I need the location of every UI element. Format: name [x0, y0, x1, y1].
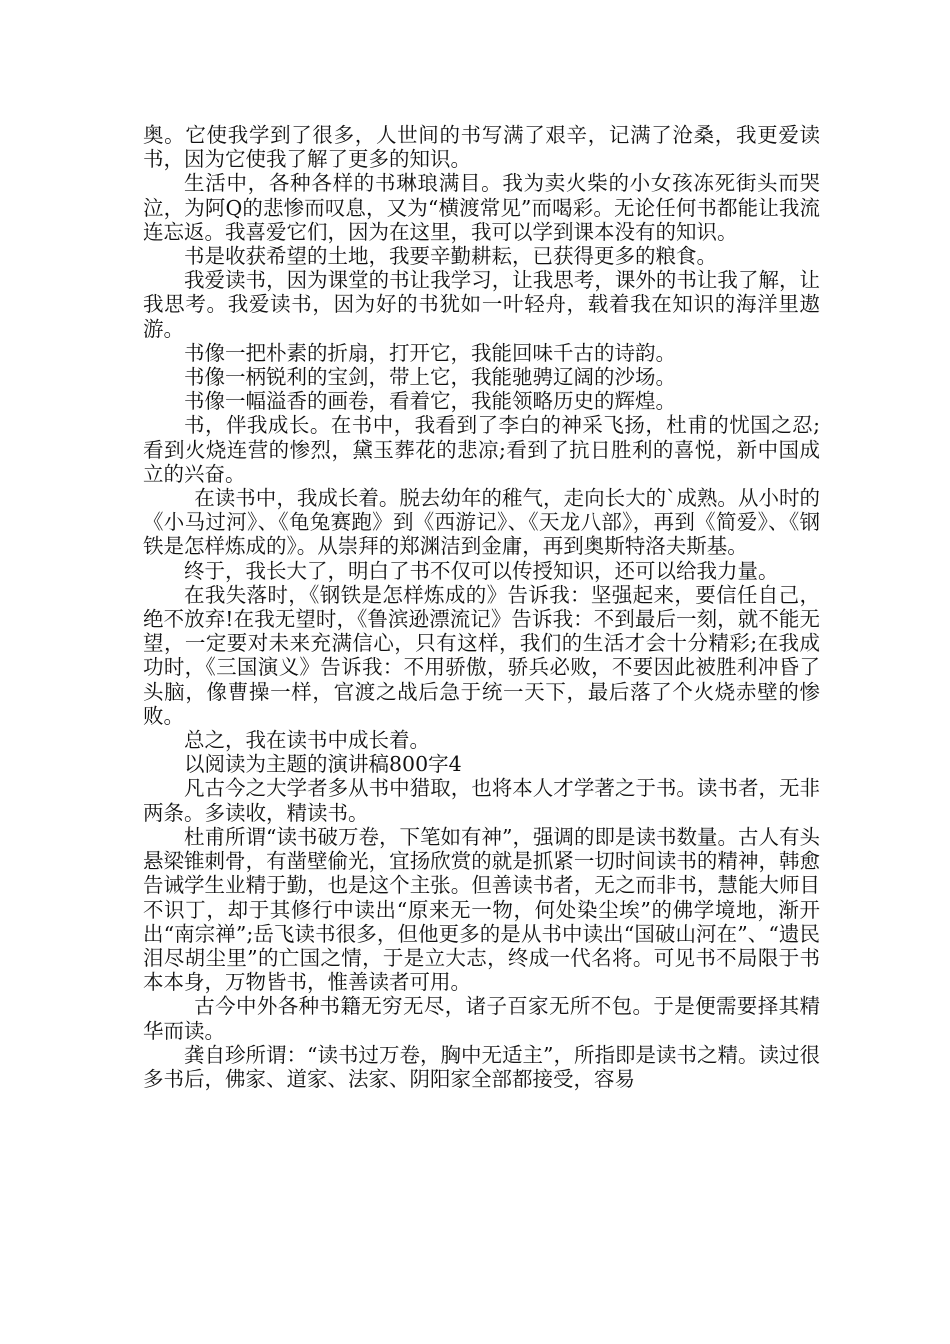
paragraph: 书像一幅溢香的画卷，看着它，我能领略历史的辉煌。: [184, 389, 676, 414]
paragraph: 书像一柄锐利的宝剑，带上它，我能驰骋辽阔的沙场。: [184, 365, 676, 390]
section-heading: 以阅读为主题的演讲稿800字4: [184, 752, 462, 777]
paragraph: 凡古今之大学者多从书中猎取，也将本人才学著之于书。读书者，无非两条。多读收，精读书。: [143, 776, 820, 825]
paragraph: 书像一把朴素的折扇，打开它，我能回味千古的诗韵。: [184, 340, 676, 365]
paragraph: 我爱读书，因为课堂的书让我学习，让我思考，课外的书让我了解，让我思考。我爱读书，因为好的书犹如一叶轻舟，载着我在知识的海洋里遨游。: [143, 268, 820, 341]
paragraph: 在我失落时，《钢铁是怎样炼成的》告诉我：坚强起来，要信任自己，绝不放弃!在我无望时，《鲁滨逊漂流记》告诉我：不到最后一刻，就不能无望，一定要对未来充满信心，只有这样，我们的生活才会十分精彩;在我成功时，《三国演义》告诉我：不用骄傲，骄兵必败，不要因此被胜利冲昏了头脑，像曹操一样，官渡之战后急于统一天下，最后落了个火烧赤壁的惨败。: [143, 582, 820, 728]
document-body: [143, 123, 820, 1091]
paragraph: 在读书中，我成长着。脱去幼年的稚气，走向长大的`成熟。从小时的《小马过河》、《龟兔赛跑》到《西游记》、《天龙八部》，再到《简爱》、《钢铁是怎样炼成的》。从崇拜的郑渊洁到金庸，再到奥斯特洛夫斯基。: [143, 486, 820, 559]
paragraph: 终于，我长大了，明白了书不仅可以传授知识，还可以给我力量。: [184, 558, 779, 583]
paragraph: 生活中，各种各样的书琳琅满目。我为卖火柴的小女孩冻死街头而哭泣，为阿Q的悲惨而叹息，又为“横渡常见”而喝彩。无论任何书都能让我流连忘返。我喜爱它们，因为在这里，我可以学到课本没有的知识。: [143, 171, 820, 244]
paragraph: 龚自珍所谓：“读书过万卷，胸中无适主”，所指即是读书之精。读过很多书后，佛家、道家、法家、阴阳家全部都接受，容易: [143, 1042, 820, 1091]
paragraph: 总之，我在读书中成长着。: [184, 728, 430, 753]
paragraph: 奥。它使我学到了很多，人世间的书写满了艰辛，记满了沧桑，我更爱读书，因为它使我了解了更多的知识。: [143, 123, 820, 172]
paragraph: 古今中外各种书籍无穷无尽，诸子百家无所不包。于是便需要择其精华而读。: [143, 994, 820, 1043]
paragraph: 杜甫所谓“读书破万卷，下笔如有神”，强调的即是读书数量。古人有头悬梁锥刺骨，有凿壁偷光，宜扬欣赏的就是抓紧一切时间读书的精神，韩愈告诫学生业精于勤，也是这个主张。但善读书者，无之而非书，慧能大师目不识丁，却于其修行中读出“原来无一物，何处染尘埃”的佛学境地，渐开出“南宗禅”;岳飞读书很多，但他更多的是从书中读出“国破山河在”、“遗民泪尽胡尘里”的亡国之情，于是立大志，终成一代名将。可见书不局限于书本本身，万物皆书，惟善读者可用。: [143, 824, 820, 995]
paragraph: 书，伴我成长。在书中，我看到了李白的神采飞扬，杜甫的忧国之忍;看到火烧连营的惨烈，黛玉葬花的悲凉;看到了抗日胜利的喜悦，新中国成立的兴奋。: [143, 413, 820, 486]
paragraph: 书是收获希望的土地，我要辛勤耕耘，已获得更多的粮食。: [184, 244, 717, 269]
